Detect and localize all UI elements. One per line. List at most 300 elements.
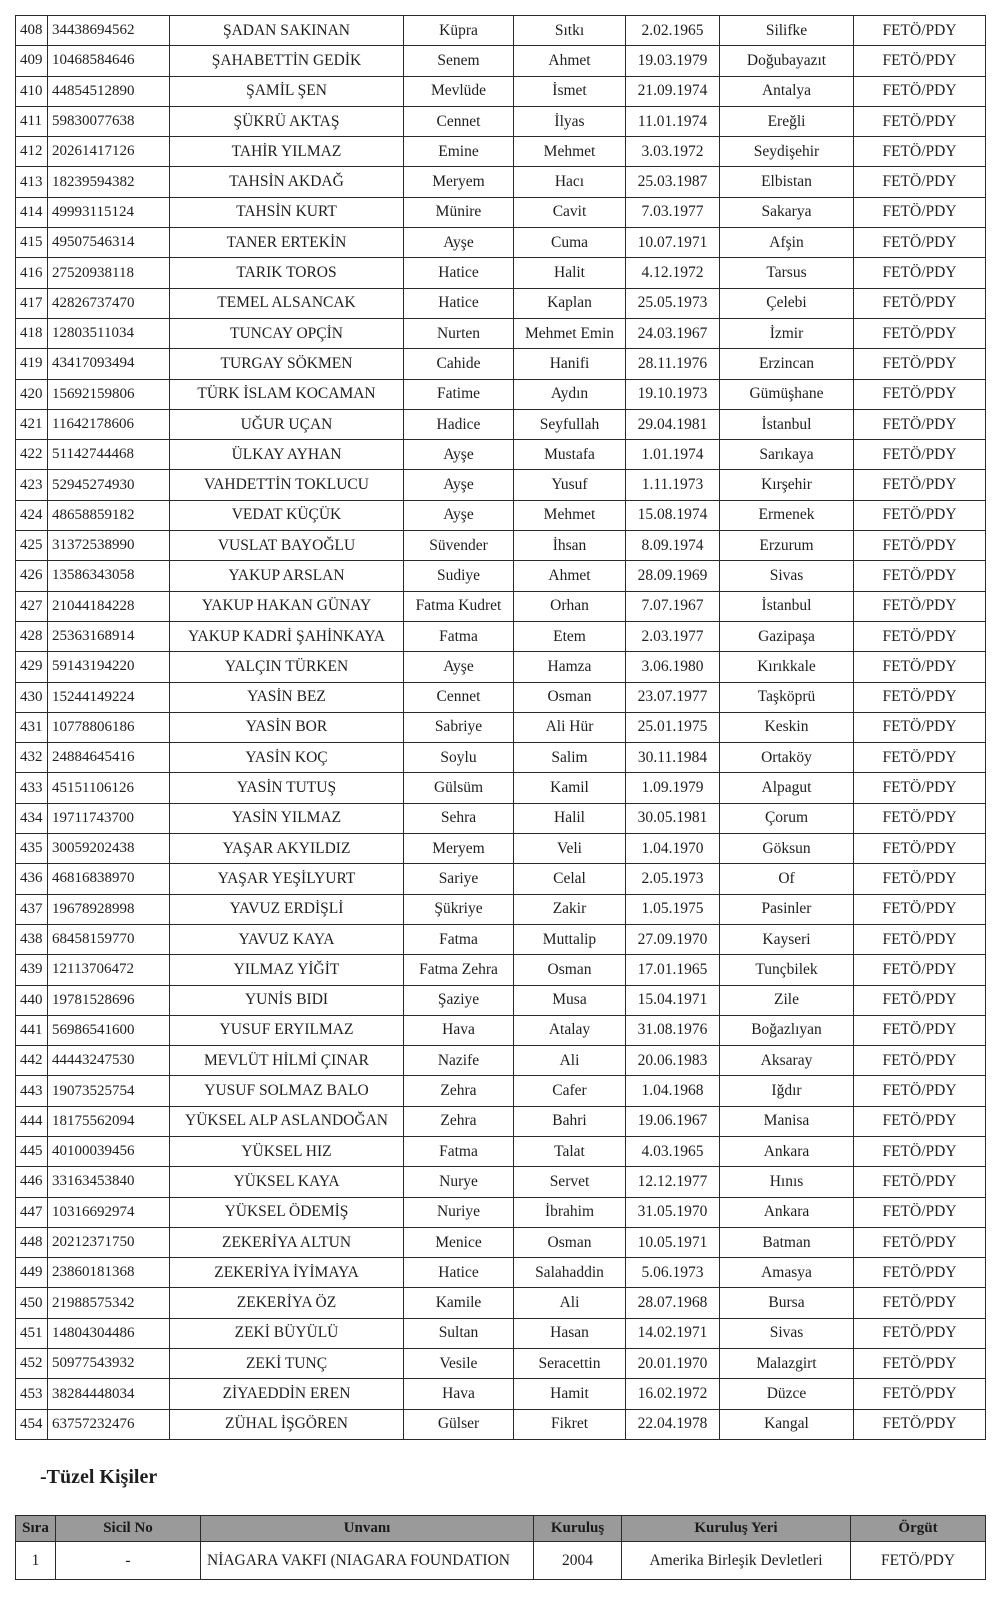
father-name-cell: Ali	[514, 1046, 626, 1076]
row-number-cell: 449	[16, 1258, 48, 1288]
mother-name-cell: Ayşe	[404, 500, 514, 530]
mother-name-cell: Sultan	[404, 1318, 514, 1348]
birth-date-cell: 27.09.1970	[626, 924, 720, 954]
row-number-cell: 417	[16, 288, 48, 318]
father-name-cell: Seracettin	[514, 1349, 626, 1379]
id-number-cell: 13586343058	[48, 561, 170, 591]
row-number-cell: 415	[16, 228, 48, 258]
father-name-cell: Hasan	[514, 1318, 626, 1348]
organization-cell: FETÖ/PDY	[854, 531, 986, 561]
row-number-cell: 427	[16, 591, 48, 621]
father-name-cell: Talat	[514, 1136, 626, 1166]
organization-cell: FETÖ/PDY	[854, 621, 986, 651]
mother-name-cell: Ayşe	[404, 652, 514, 682]
birth-date-cell: 4.12.1972	[626, 258, 720, 288]
row-number-cell: 432	[16, 743, 48, 773]
organization-cell: FETÖ/PDY	[854, 682, 986, 712]
table-row	[16, 1076, 986, 1106]
organization-cell: FETÖ/PDY	[854, 1349, 986, 1379]
birth-date-cell: 19.10.1973	[626, 379, 720, 409]
full-name-cell: ŞÜKRÜ AKTAŞ	[170, 106, 404, 136]
father-name-cell: Mehmet	[514, 500, 626, 530]
full-name-cell: TARIK TOROS	[170, 258, 404, 288]
organization-cell: FETÖ/PDY	[854, 1318, 986, 1348]
legal-entities-header-row	[16, 1516, 986, 1542]
father-name-cell: Osman	[514, 1227, 626, 1257]
entity-name-cell: NİAGARA VAKFI (NIAGARA FOUNDATION	[201, 1542, 534, 1580]
row-number-cell: 448	[16, 1227, 48, 1257]
organization-cell: FETÖ/PDY	[854, 652, 986, 682]
father-name-cell: Ali Hür	[514, 712, 626, 742]
row-number-cell: 421	[16, 409, 48, 439]
table-row	[16, 500, 986, 530]
organization-cell: FETÖ/PDY	[854, 955, 986, 985]
mother-name-cell: Nurye	[404, 1167, 514, 1197]
birth-date-cell: 3.06.1980	[626, 652, 720, 682]
id-number-cell: 21988575342	[48, 1288, 170, 1318]
row-number-cell: 437	[16, 894, 48, 924]
father-name-cell: Atalay	[514, 1015, 626, 1045]
father-name-cell: Kamil	[514, 773, 626, 803]
birth-place-cell: Kayseri	[720, 924, 854, 954]
birth-date-cell: 20.06.1983	[626, 1046, 720, 1076]
table-row	[16, 197, 986, 227]
id-number-cell: 59143194220	[48, 652, 170, 682]
row-number-cell: 442	[16, 1046, 48, 1076]
organization-cell: FETÖ/PDY	[854, 743, 986, 773]
legal-entities-table	[15, 1515, 986, 1580]
birth-place-cell: Kangal	[720, 1409, 854, 1439]
birth-date-cell: 7.03.1977	[626, 197, 720, 227]
organization-cell: FETÖ/PDY	[854, 864, 986, 894]
row-number-cell: 416	[16, 258, 48, 288]
id-number-cell: 24884645416	[48, 743, 170, 773]
table-row	[16, 561, 986, 591]
mother-name-cell: Ayşe	[404, 470, 514, 500]
id-number-cell: 20261417126	[48, 137, 170, 167]
full-name-cell: YAVUZ ERDİŞLİ	[170, 894, 404, 924]
organization-cell: FETÖ/PDY	[854, 228, 986, 258]
full-name-cell: UĞUR UÇAN	[170, 409, 404, 439]
full-name-cell: ŞAMİL ŞEN	[170, 76, 404, 106]
organization-cell: FETÖ/PDY	[854, 1227, 986, 1257]
birth-place-cell: Aksaray	[720, 1046, 854, 1076]
id-number-cell: 56986541600	[48, 1015, 170, 1045]
birth-date-cell: 17.01.1965	[626, 955, 720, 985]
mother-name-cell: Menice	[404, 1227, 514, 1257]
full-name-cell: VEDAT KÜÇÜK	[170, 500, 404, 530]
organization-cell: FETÖ/PDY	[854, 1379, 986, 1409]
birth-place-cell: Elbistan	[720, 167, 854, 197]
table-row	[16, 1197, 986, 1227]
id-number-cell: 44443247530	[48, 1046, 170, 1076]
row-number-cell: 412	[16, 137, 48, 167]
full-name-cell: TEMEL ALSANCAK	[170, 288, 404, 318]
mother-name-cell: Fatma	[404, 621, 514, 651]
father-name-cell: Zakir	[514, 894, 626, 924]
row-number-cell: 441	[16, 1015, 48, 1045]
id-number-cell: 12113706472	[48, 955, 170, 985]
mother-name-cell: Cahide	[404, 349, 514, 379]
full-name-cell: ZEKİ TUNÇ	[170, 1349, 404, 1379]
id-number-cell: 15244149224	[48, 682, 170, 712]
table-row	[16, 1136, 986, 1166]
birth-date-cell: 2.05.1973	[626, 864, 720, 894]
mother-name-cell: Ayşe	[404, 228, 514, 258]
full-name-cell: ŞADAN SAKINAN	[170, 16, 404, 46]
mother-name-cell: Şaziye	[404, 985, 514, 1015]
mother-name-cell: Hatice	[404, 1258, 514, 1288]
organization-cell: FETÖ/PDY	[854, 773, 986, 803]
birth-place-cell: Silifke	[720, 16, 854, 46]
table-row	[16, 1349, 986, 1379]
birth-date-cell: 19.03.1979	[626, 46, 720, 76]
founding-year-cell: 2004	[534, 1542, 622, 1580]
row-number-cell: 436	[16, 864, 48, 894]
mother-name-cell: Emine	[404, 137, 514, 167]
row-number-cell: 454	[16, 1409, 48, 1439]
full-name-cell: ZİYAEDDİN EREN	[170, 1379, 404, 1409]
mother-name-cell: Hava	[404, 1015, 514, 1045]
full-name-cell: YASİN BEZ	[170, 682, 404, 712]
table-row	[16, 924, 986, 954]
row-number-cell: 429	[16, 652, 48, 682]
id-number-cell: 33163453840	[48, 1167, 170, 1197]
father-name-cell: Mehmet Emin	[514, 318, 626, 348]
organization-cell: FETÖ/PDY	[854, 470, 986, 500]
id-number-cell: 34438694562	[48, 16, 170, 46]
birth-place-cell: Sivas	[720, 561, 854, 591]
row-number-cell: 411	[16, 106, 48, 136]
father-name-cell: Kaplan	[514, 288, 626, 318]
father-name-cell: Fikret	[514, 1409, 626, 1439]
birth-date-cell: 23.07.1977	[626, 682, 720, 712]
table-row	[16, 16, 986, 46]
full-name-cell: YAKUP KADRİ ŞAHİNKAYA	[170, 621, 404, 651]
father-name-cell: Seyfullah	[514, 409, 626, 439]
birth-place-cell: İstanbul	[720, 591, 854, 621]
table-row	[16, 470, 986, 500]
table-row	[16, 985, 986, 1015]
row-number-cell: 425	[16, 531, 48, 561]
full-name-cell: TUNCAY OPÇİN	[170, 318, 404, 348]
birth-date-cell: 24.03.1967	[626, 318, 720, 348]
row-number-cell: 451	[16, 1318, 48, 1348]
birth-place-cell: Sivas	[720, 1318, 854, 1348]
birth-place-cell: Bursa	[720, 1288, 854, 1318]
table-row	[16, 349, 986, 379]
table-row	[16, 440, 986, 470]
id-number-cell: 50977543932	[48, 1349, 170, 1379]
mother-name-cell: Fatma	[404, 1136, 514, 1166]
mother-name-cell: Hatice	[404, 258, 514, 288]
id-number-cell: 19073525754	[48, 1076, 170, 1106]
id-number-cell: 25363168914	[48, 621, 170, 651]
table-row	[16, 228, 986, 258]
mother-name-cell: Sudiye	[404, 561, 514, 591]
table-row	[16, 803, 986, 833]
organization-cell: FETÖ/PDY	[854, 985, 986, 1015]
row-number-cell: 440	[16, 985, 48, 1015]
full-name-cell: YASİN YILMAZ	[170, 803, 404, 833]
id-number-cell: 19711743700	[48, 803, 170, 833]
row-number-cell: 420	[16, 379, 48, 409]
birth-date-cell: 16.02.1972	[626, 1379, 720, 1409]
id-number-cell: 31372538990	[48, 531, 170, 561]
row-number-cell: 428	[16, 621, 48, 651]
birth-date-cell: 19.06.1967	[626, 1106, 720, 1136]
organization-cell: FETÖ/PDY	[854, 500, 986, 530]
organization-cell: FETÖ/PDY	[854, 894, 986, 924]
header-cell: Unvanı	[201, 1516, 534, 1542]
row-number-cell: 450	[16, 1288, 48, 1318]
birth-place-cell: Ortaköy	[720, 743, 854, 773]
birth-place-cell: Batman	[720, 1227, 854, 1257]
row-number-cell: 424	[16, 500, 48, 530]
father-name-cell: Ali	[514, 1288, 626, 1318]
father-name-cell: Halit	[514, 258, 626, 288]
table-row	[16, 894, 986, 924]
mother-name-cell: Ayşe	[404, 440, 514, 470]
father-name-cell: Salahaddin	[514, 1258, 626, 1288]
id-number-cell: 38284448034	[48, 1379, 170, 1409]
birth-place-cell: Çelebi	[720, 288, 854, 318]
legal-entities-table-body	[16, 1542, 986, 1580]
row-number-cell: 413	[16, 167, 48, 197]
mother-name-cell: Fatma Zehra	[404, 955, 514, 985]
birth-place-cell: Antalya	[720, 76, 854, 106]
father-name-cell: Halil	[514, 803, 626, 833]
mother-name-cell: Nurten	[404, 318, 514, 348]
id-number-cell: 20212371750	[48, 1227, 170, 1257]
birth-place-cell: Tarsus	[720, 258, 854, 288]
full-name-cell: TAHİR YILMAZ	[170, 137, 404, 167]
birth-date-cell: 28.07.1968	[626, 1288, 720, 1318]
birth-date-cell: 1.11.1973	[626, 470, 720, 500]
full-name-cell: YAVUZ KAYA	[170, 924, 404, 954]
organization-cell: FETÖ/PDY	[854, 16, 986, 46]
table-row	[16, 682, 986, 712]
birth-date-cell: 2.03.1977	[626, 621, 720, 651]
row-number-cell: 414	[16, 197, 48, 227]
header-cell: Sıra	[16, 1516, 56, 1542]
id-number-cell: 10316692974	[48, 1197, 170, 1227]
birth-date-cell: 29.04.1981	[626, 409, 720, 439]
mother-name-cell: Cennet	[404, 106, 514, 136]
organization-cell: FETÖ/PDY	[854, 349, 986, 379]
birth-date-cell: 28.09.1969	[626, 561, 720, 591]
birth-date-cell: 1.01.1974	[626, 440, 720, 470]
birth-date-cell: 28.11.1976	[626, 349, 720, 379]
mother-name-cell: Şükriye	[404, 894, 514, 924]
father-name-cell: Sıtkı	[514, 16, 626, 46]
organization-cell: FETÖ/PDY	[854, 1106, 986, 1136]
table-row	[16, 167, 986, 197]
organization-cell: FETÖ/PDY	[854, 106, 986, 136]
table-row	[16, 1409, 986, 1439]
organization-cell: FETÖ/PDY	[854, 803, 986, 833]
organization-cell: FETÖ/PDY	[854, 46, 986, 76]
organization-cell: FETÖ/PDY	[854, 1136, 986, 1166]
row-number-cell: 426	[16, 561, 48, 591]
full-name-cell: YÜKSEL ALP ASLANDOĞAN	[170, 1106, 404, 1136]
organization-cell: FETÖ/PDY	[854, 1015, 986, 1045]
father-name-cell: Servet	[514, 1167, 626, 1197]
mother-name-cell: Soylu	[404, 743, 514, 773]
table-row	[16, 1542, 986, 1580]
full-name-cell: YILMAZ YİĞİT	[170, 955, 404, 985]
birth-date-cell: 1.04.1968	[626, 1076, 720, 1106]
table-row	[16, 1106, 986, 1136]
birth-place-cell: Gazipaşa	[720, 621, 854, 651]
id-number-cell: 10468584646	[48, 46, 170, 76]
birth-date-cell: 4.03.1965	[626, 1136, 720, 1166]
organization-cell: FETÖ/PDY	[854, 1076, 986, 1106]
father-name-cell: Hamza	[514, 652, 626, 682]
birth-date-cell: 10.07.1971	[626, 228, 720, 258]
full-name-cell: TURGAY SÖKMEN	[170, 349, 404, 379]
table-row	[16, 712, 986, 742]
birth-date-cell: 31.08.1976	[626, 1015, 720, 1045]
father-name-cell: İbrahim	[514, 1197, 626, 1227]
table-row	[16, 46, 986, 76]
mother-name-cell: Sariye	[404, 864, 514, 894]
organization-cell: FETÖ/PDY	[854, 409, 986, 439]
mother-name-cell: Vesile	[404, 1349, 514, 1379]
birth-place-cell: Pasinler	[720, 894, 854, 924]
birth-date-cell: 3.03.1972	[626, 137, 720, 167]
birth-date-cell: 1.05.1975	[626, 894, 720, 924]
organization-cell: FETÖ/PDY	[854, 440, 986, 470]
birth-date-cell: 25.05.1973	[626, 288, 720, 318]
full-name-cell: ŞAHABETTİN GEDİK	[170, 46, 404, 76]
founding-place-cell: Amerika Birleşik Devletleri	[622, 1542, 851, 1580]
full-name-cell: ZEKERİYA İYİMAYA	[170, 1258, 404, 1288]
birth-date-cell: 25.01.1975	[626, 712, 720, 742]
row-number-cell: 422	[16, 440, 48, 470]
organization-cell: FETÖ/PDY	[854, 924, 986, 954]
birth-place-cell: Sakarya	[720, 197, 854, 227]
birth-date-cell: 8.09.1974	[626, 531, 720, 561]
id-number-cell: 40100039456	[48, 1136, 170, 1166]
birth-place-cell: Boğazlıyan	[720, 1015, 854, 1045]
table-row	[16, 379, 986, 409]
organization-cell: FETÖ/PDY	[854, 1167, 986, 1197]
mother-name-cell: Hadice	[404, 409, 514, 439]
table-row	[16, 1015, 986, 1045]
father-name-cell: İhsan	[514, 531, 626, 561]
organization-cell: FETÖ/PDY	[854, 318, 986, 348]
full-name-cell: YUNİS BIDI	[170, 985, 404, 1015]
mother-name-cell: Münire	[404, 197, 514, 227]
birth-place-cell: Kırşehir	[720, 470, 854, 500]
father-name-cell: İsmet	[514, 76, 626, 106]
row-number-cell: 446	[16, 1167, 48, 1197]
birth-date-cell: 5.06.1973	[626, 1258, 720, 1288]
row-number-cell: 444	[16, 1106, 48, 1136]
table-row	[16, 531, 986, 561]
birth-date-cell: 12.12.1977	[626, 1167, 720, 1197]
table-row	[16, 1318, 986, 1348]
birth-place-cell: Ankara	[720, 1197, 854, 1227]
birth-date-cell: 2.02.1965	[626, 16, 720, 46]
birth-date-cell: 1.04.1970	[626, 834, 720, 864]
mother-name-cell: Sehra	[404, 803, 514, 833]
mother-name-cell: Fatma Kudret	[404, 591, 514, 621]
birth-date-cell: 1.09.1979	[626, 773, 720, 803]
organization-cell: FETÖ/PDY	[854, 834, 986, 864]
row-number-cell: 447	[16, 1197, 48, 1227]
organization-cell: FETÖ/PDY	[851, 1542, 986, 1580]
birth-date-cell: 30.11.1984	[626, 743, 720, 773]
father-name-cell: Cuma	[514, 228, 626, 258]
id-number-cell: 21044184228	[48, 591, 170, 621]
mother-name-cell: Senem	[404, 46, 514, 76]
table-row	[16, 288, 986, 318]
id-number-cell: 45151106126	[48, 773, 170, 803]
id-number-cell: 48658859182	[48, 500, 170, 530]
mother-name-cell: Hava	[404, 1379, 514, 1409]
birth-place-cell: Afşin	[720, 228, 854, 258]
id-number-cell: 19781528696	[48, 985, 170, 1015]
organization-cell: FETÖ/PDY	[854, 1409, 986, 1439]
mother-name-cell: Nazife	[404, 1046, 514, 1076]
id-number-cell: 11642178606	[48, 409, 170, 439]
organization-cell: FETÖ/PDY	[854, 1197, 986, 1227]
father-name-cell: Aydın	[514, 379, 626, 409]
full-name-cell: TÜRK İSLAM KOCAMAN	[170, 379, 404, 409]
birth-place-cell: Alpagut	[720, 773, 854, 803]
id-number-cell: 15692159806	[48, 379, 170, 409]
id-number-cell: 63757232476	[48, 1409, 170, 1439]
row-number-cell: 453	[16, 1379, 48, 1409]
organization-cell: FETÖ/PDY	[854, 258, 986, 288]
full-name-cell: ÜLKAY AYHAN	[170, 440, 404, 470]
mother-name-cell: Meryem	[404, 834, 514, 864]
table-row	[16, 773, 986, 803]
row-number-cell: 419	[16, 349, 48, 379]
birth-place-cell: Keskin	[720, 712, 854, 742]
father-name-cell: Bahri	[514, 1106, 626, 1136]
father-name-cell: İlyas	[514, 106, 626, 136]
father-name-cell: Etem	[514, 621, 626, 651]
id-number-cell: 43417093494	[48, 349, 170, 379]
father-name-cell: Ahmet	[514, 561, 626, 591]
id-number-cell: 51142744468	[48, 440, 170, 470]
organization-cell: FETÖ/PDY	[854, 137, 986, 167]
organization-cell: FETÖ/PDY	[854, 197, 986, 227]
birth-place-cell: Doğubayazıt	[720, 46, 854, 76]
full-name-cell: YÜKSEL ÖDEMİŞ	[170, 1197, 404, 1227]
birth-date-cell: 20.01.1970	[626, 1349, 720, 1379]
father-name-cell: Yusuf	[514, 470, 626, 500]
table-row	[16, 834, 986, 864]
birth-place-cell: Sarıkaya	[720, 440, 854, 470]
table-row	[16, 106, 986, 136]
id-number-cell: 23860181368	[48, 1258, 170, 1288]
birth-place-cell: Ermenek	[720, 500, 854, 530]
full-name-cell: VAHDETTİN TOKLUCU	[170, 470, 404, 500]
table-row	[16, 1288, 986, 1318]
table-row	[16, 621, 986, 651]
table-row	[16, 864, 986, 894]
birth-place-cell: Taşköprü	[720, 682, 854, 712]
table-row	[16, 591, 986, 621]
table-row	[16, 955, 986, 985]
birth-place-cell: Hınıs	[720, 1167, 854, 1197]
id-number-cell: 68458159770	[48, 924, 170, 954]
persons-table-body	[16, 16, 986, 1440]
